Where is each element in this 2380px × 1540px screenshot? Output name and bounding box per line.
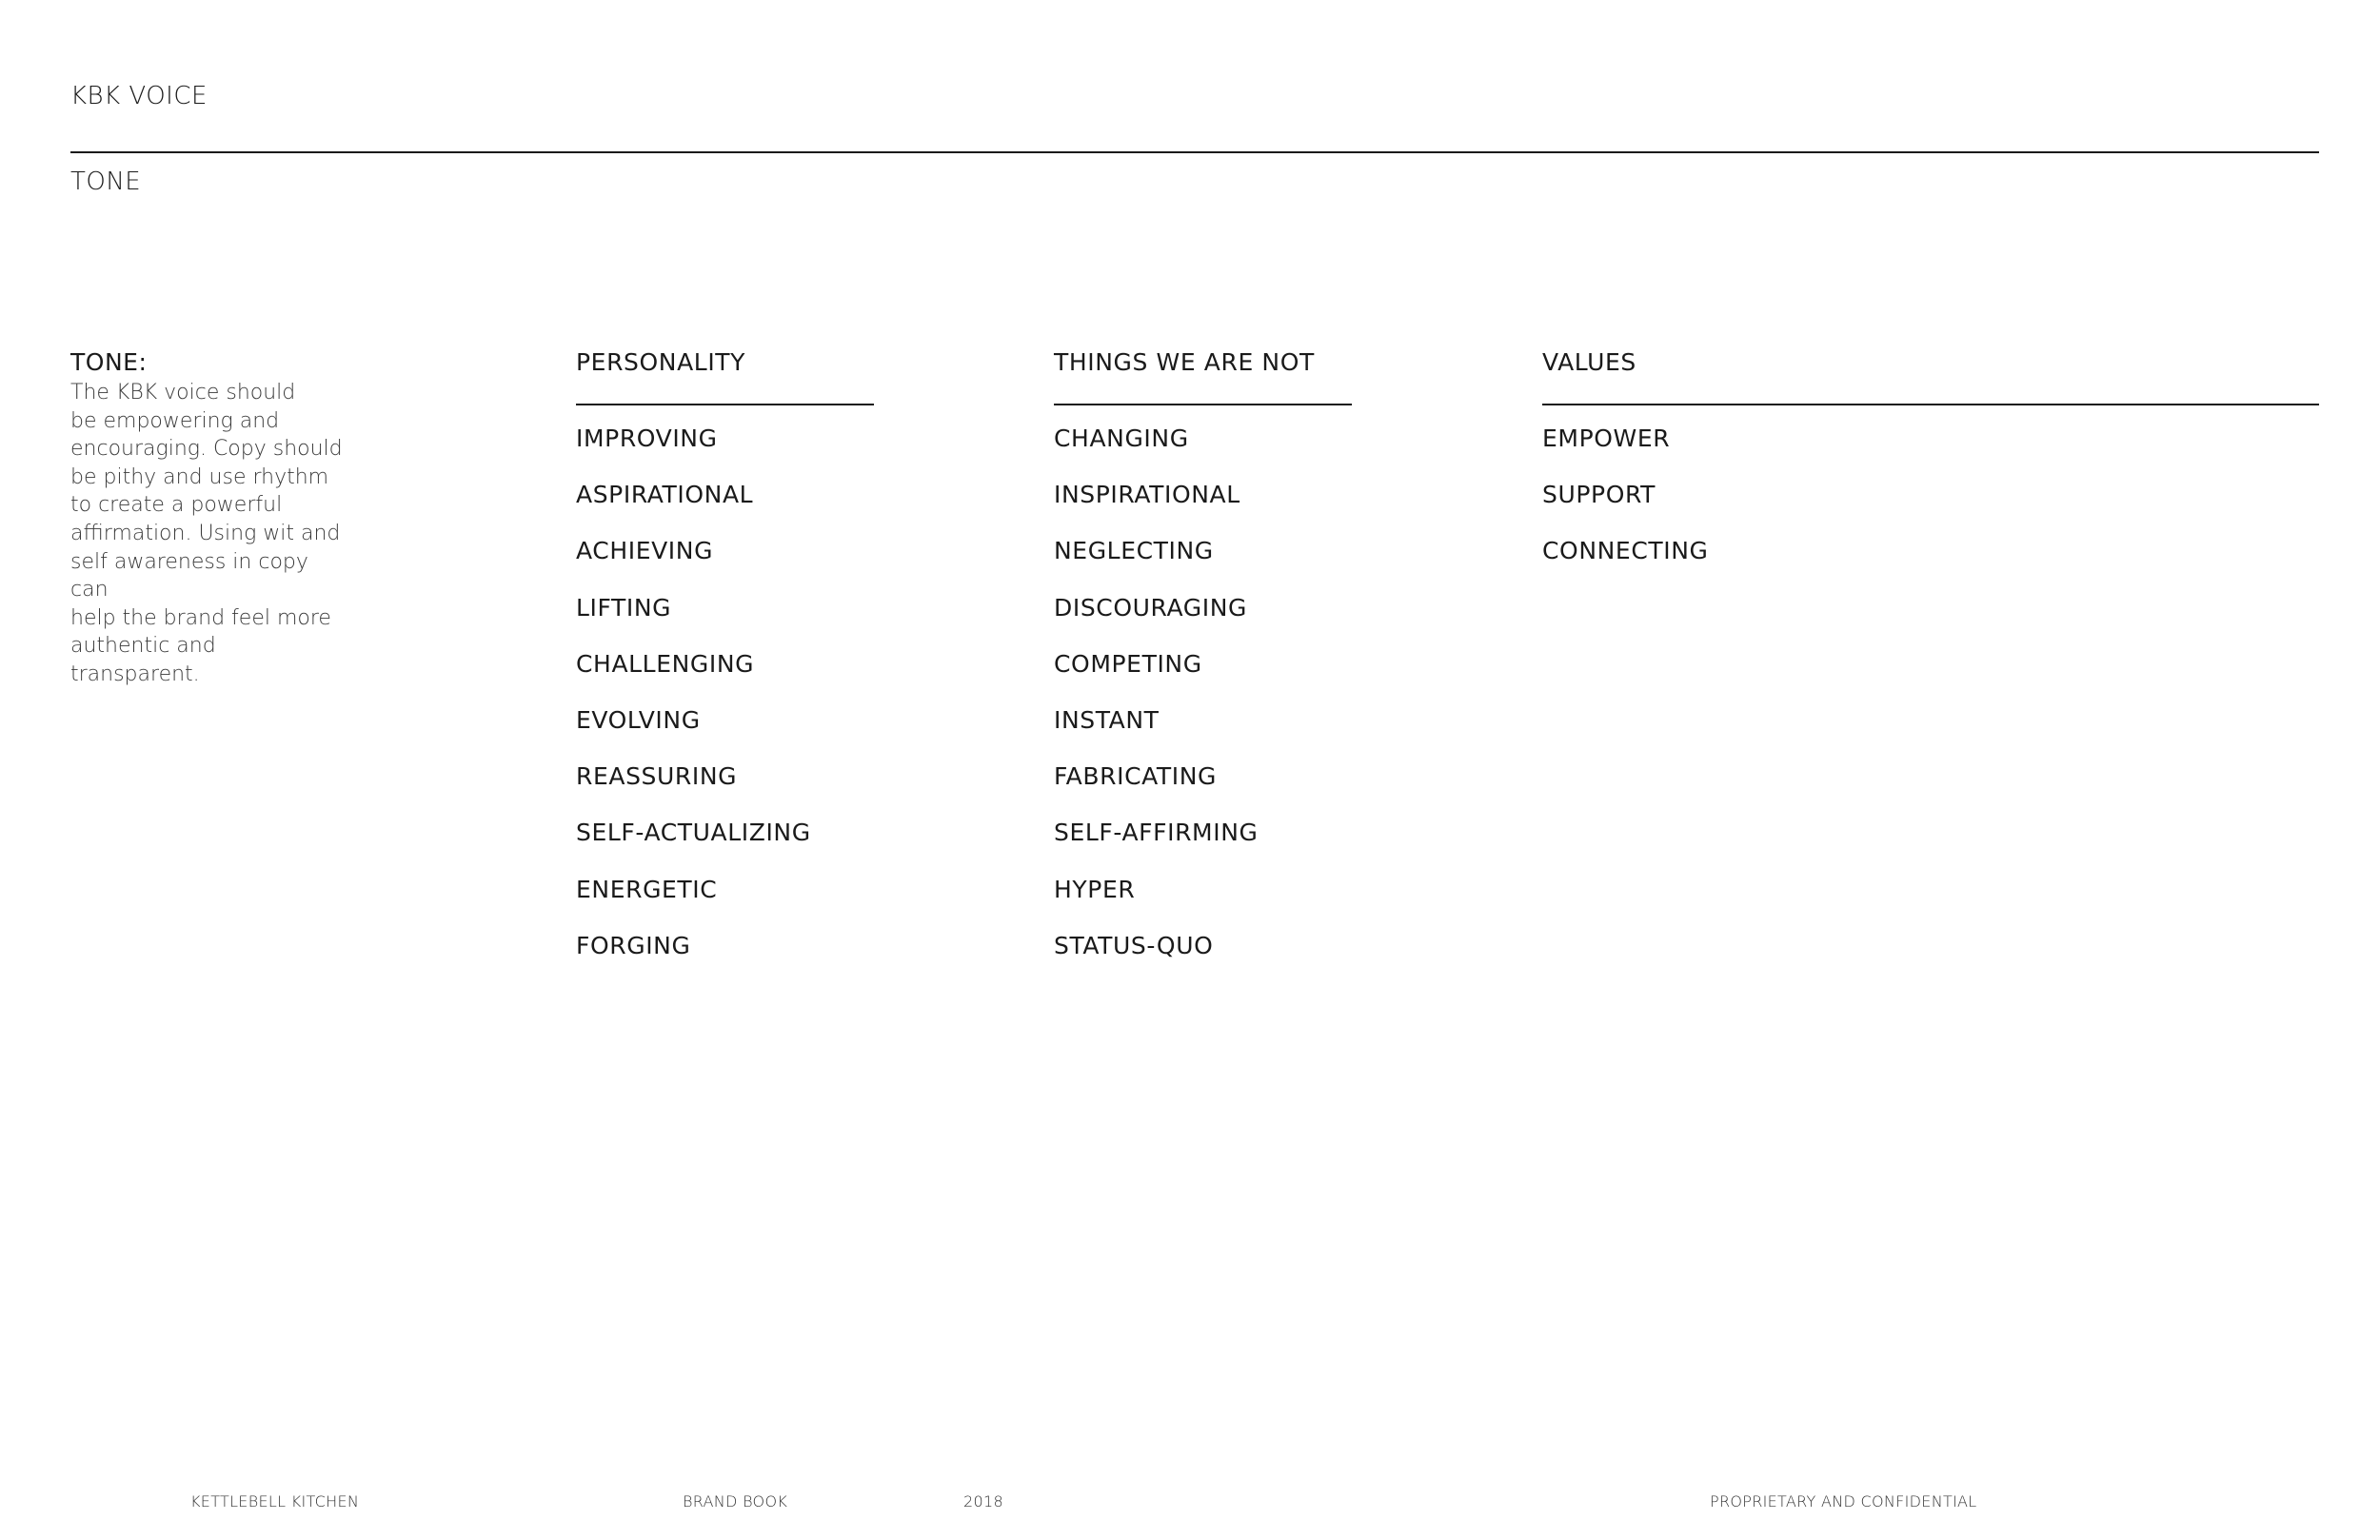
list-item: DISCOURAGING [1054, 593, 1247, 622]
tone-heading: TONE: [70, 348, 148, 376]
list-item: INSPIRATIONAL [1054, 481, 1240, 509]
tone-body [70, 379, 347, 689]
section-title: KBK VOICE [70, 82, 208, 110]
column-heading-personality: PERSONALITY [576, 348, 746, 376]
subsection-title: TONE [70, 168, 142, 196]
list-item: EVOLVING [576, 705, 701, 734]
tone-line: be pithy and use rhythm [70, 464, 329, 489]
list-item: SUPPORT [1542, 481, 1656, 509]
footer-notice: PROPRIETARY AND CONFIDENTIAL [1710, 1492, 1977, 1510]
list-item: ENERGETIC [576, 875, 718, 903]
list-item: SELF-AFFIRMING [1054, 819, 1259, 847]
column-divider [576, 404, 874, 405]
list-item: NEGLECTING [1054, 537, 1214, 565]
list-item: COMPETING [1054, 649, 1202, 678]
tone-line: be empowering and [70, 408, 280, 433]
things-we-are-not-column [1054, 346, 1352, 986]
list-item: ACHIEVING [576, 537, 714, 565]
things-we-are-not-list [1054, 423, 1352, 986]
tone-line: self awareness in copy can [70, 549, 308, 602]
list-item: FABRICATING [1054, 762, 1218, 791]
list-item: CHALLENGING [576, 649, 755, 678]
list-item: ASPIRATIONAL [576, 481, 754, 509]
list-item: SELF-ACTUALIZING [576, 819, 811, 847]
values-list [1542, 423, 2319, 592]
column-divider [1542, 404, 2319, 405]
footer-document: BRAND BOOK [683, 1492, 788, 1510]
tone-line: encouraging. Copy should [70, 437, 343, 462]
list-item: LIFTING [576, 593, 672, 622]
header-divider [70, 151, 2319, 153]
footer-company: KETTLEBELL KITCHEN [190, 1492, 360, 1510]
list-item: CHANGING [1054, 424, 1189, 452]
column-heading-values: VALUES [1542, 348, 1636, 376]
personality-list [576, 423, 874, 986]
list-item: STATUS-QUO [1054, 931, 1214, 959]
tone-line: to create a powerful [70, 493, 283, 518]
tone-line: affirmation. Using wit and [70, 521, 341, 545]
tone-description-block [70, 346, 347, 689]
list-item: REASSURING [576, 762, 738, 791]
footer-year: 2018 [963, 1492, 1003, 1510]
tone-line: help the brand feel more [70, 605, 331, 630]
list-item: HYPER [1054, 875, 1136, 903]
tone-line: authentic and transparent. [70, 634, 216, 686]
values-column [1542, 346, 2319, 592]
list-item: CONNECTING [1542, 537, 1709, 565]
tone-line: The KBK voice should [70, 381, 296, 405]
list-item: EMPOWER [1542, 424, 1671, 452]
column-heading-things-we-are-not: THINGS WE ARE NOT [1054, 348, 1315, 376]
list-item: FORGING [576, 931, 691, 959]
list-item: INSTANT [1054, 705, 1160, 734]
column-divider [1054, 404, 1352, 405]
list-item: IMPROVING [576, 424, 718, 452]
personality-column [576, 346, 874, 986]
